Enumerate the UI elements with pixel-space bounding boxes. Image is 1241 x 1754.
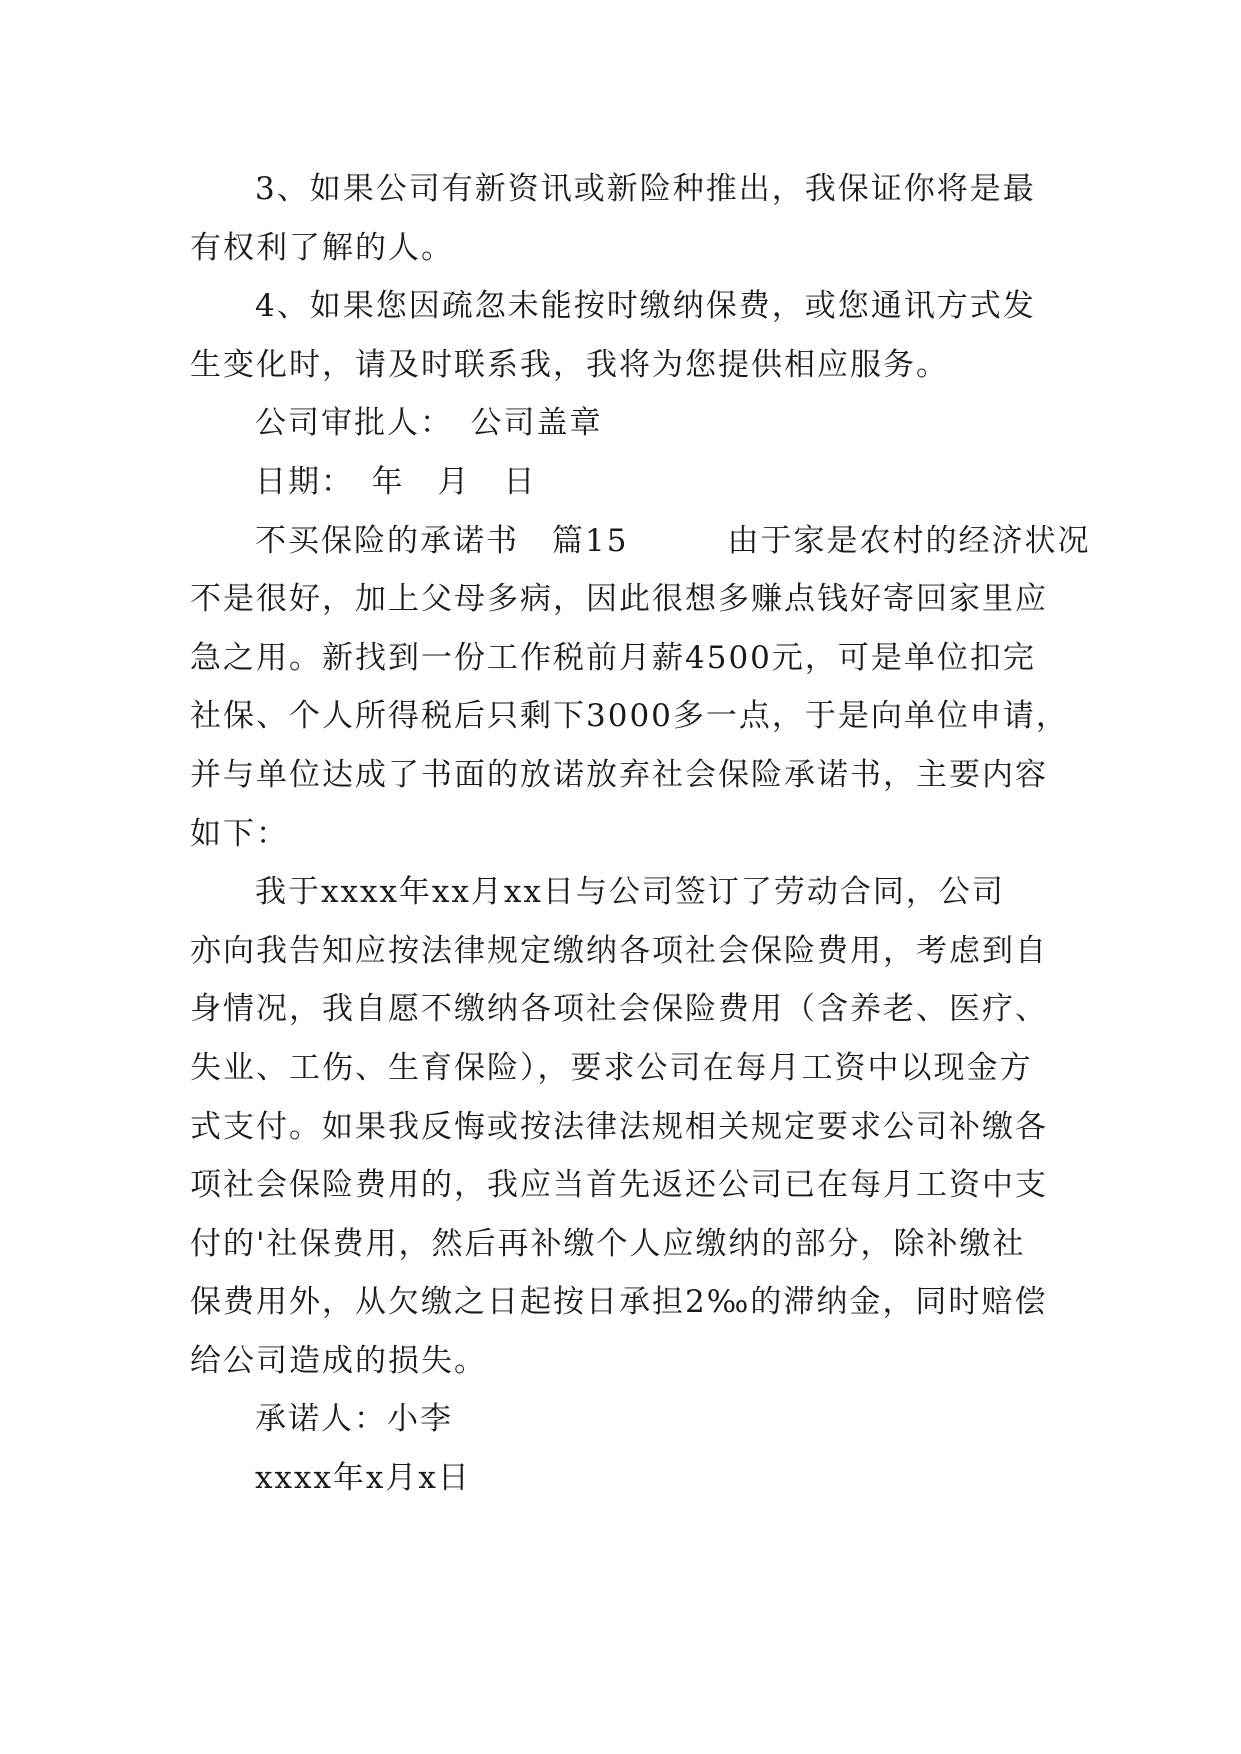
date-line: 日期： 年 月 日 bbox=[255, 463, 537, 500]
text-line: 并与单位达成了书面的放诺放弃社会保险承诺书，主要内容 bbox=[190, 756, 1048, 793]
text-line: 保费用外，从欠缴之日起按日承担2‰的滞纳金，同时赔偿 bbox=[190, 1284, 1048, 1321]
section-heading-line: 不买保险的承诺书 篇15 由于家是农村的经济状况 bbox=[255, 522, 1091, 559]
text-line: 付的'社保费用，然后再补缴个人应缴纳的部分，除补缴社 bbox=[190, 1225, 1026, 1262]
promisor-line: 承诺人：小李 bbox=[255, 1401, 453, 1438]
text-line: 亦向我告知应按法律规定缴纳各项社会保险费用，考虑到自 bbox=[190, 932, 1048, 969]
text-line: 式支付。如果我反悔或按法律法规相关规定要求公司补缴各 bbox=[190, 1108, 1048, 1145]
text-line: 不是很好，加上父母多病，因此很想多赚点钱好寄回家里应 bbox=[190, 581, 1048, 618]
text-line: 项社会保险费用的，我应当首先返还公司已在每月工资中支 bbox=[190, 1167, 1048, 1204]
text-line: 急之用。新找到一份工作税前月薪4500元，可是单位扣完 bbox=[190, 639, 1036, 676]
text-line: 社保、个人所得税后只剩下3000多一点，于是向单位申请， bbox=[190, 698, 1069, 735]
text-line: 如下： bbox=[190, 815, 289, 852]
text-line: 4、如果您因疏忽未能按时缴纳保费，或您通讯方式发 bbox=[255, 288, 1036, 325]
text-line: 我于xxxx年xx月xx日与公司签订了劳动合同，公司 bbox=[255, 874, 1005, 911]
text-line: 身情况，我自愿不缴纳各项社会保险费用（含养老、医疗、 bbox=[190, 991, 1048, 1028]
text-line: 失业、工伤、生育保险），要求公司在每月工资中以现金方 bbox=[190, 1049, 1033, 1086]
text-line: 3、如果公司有新资讯或新险种推出，我保证你将是最 bbox=[255, 171, 1036, 207]
document-body bbox=[190, 160, 1091, 1508]
signature-date-line: xxxx年x月x日 bbox=[255, 1460, 471, 1497]
approver-line: 公司审批人： 公司盖章 bbox=[255, 405, 603, 442]
text-line: 给公司造成的损失。 bbox=[190, 1342, 487, 1379]
text-line: 生变化时，请及时联系我，我将为您提供相应服务。 bbox=[190, 346, 949, 383]
text-line: 有权利了解的人。 bbox=[190, 229, 454, 266]
